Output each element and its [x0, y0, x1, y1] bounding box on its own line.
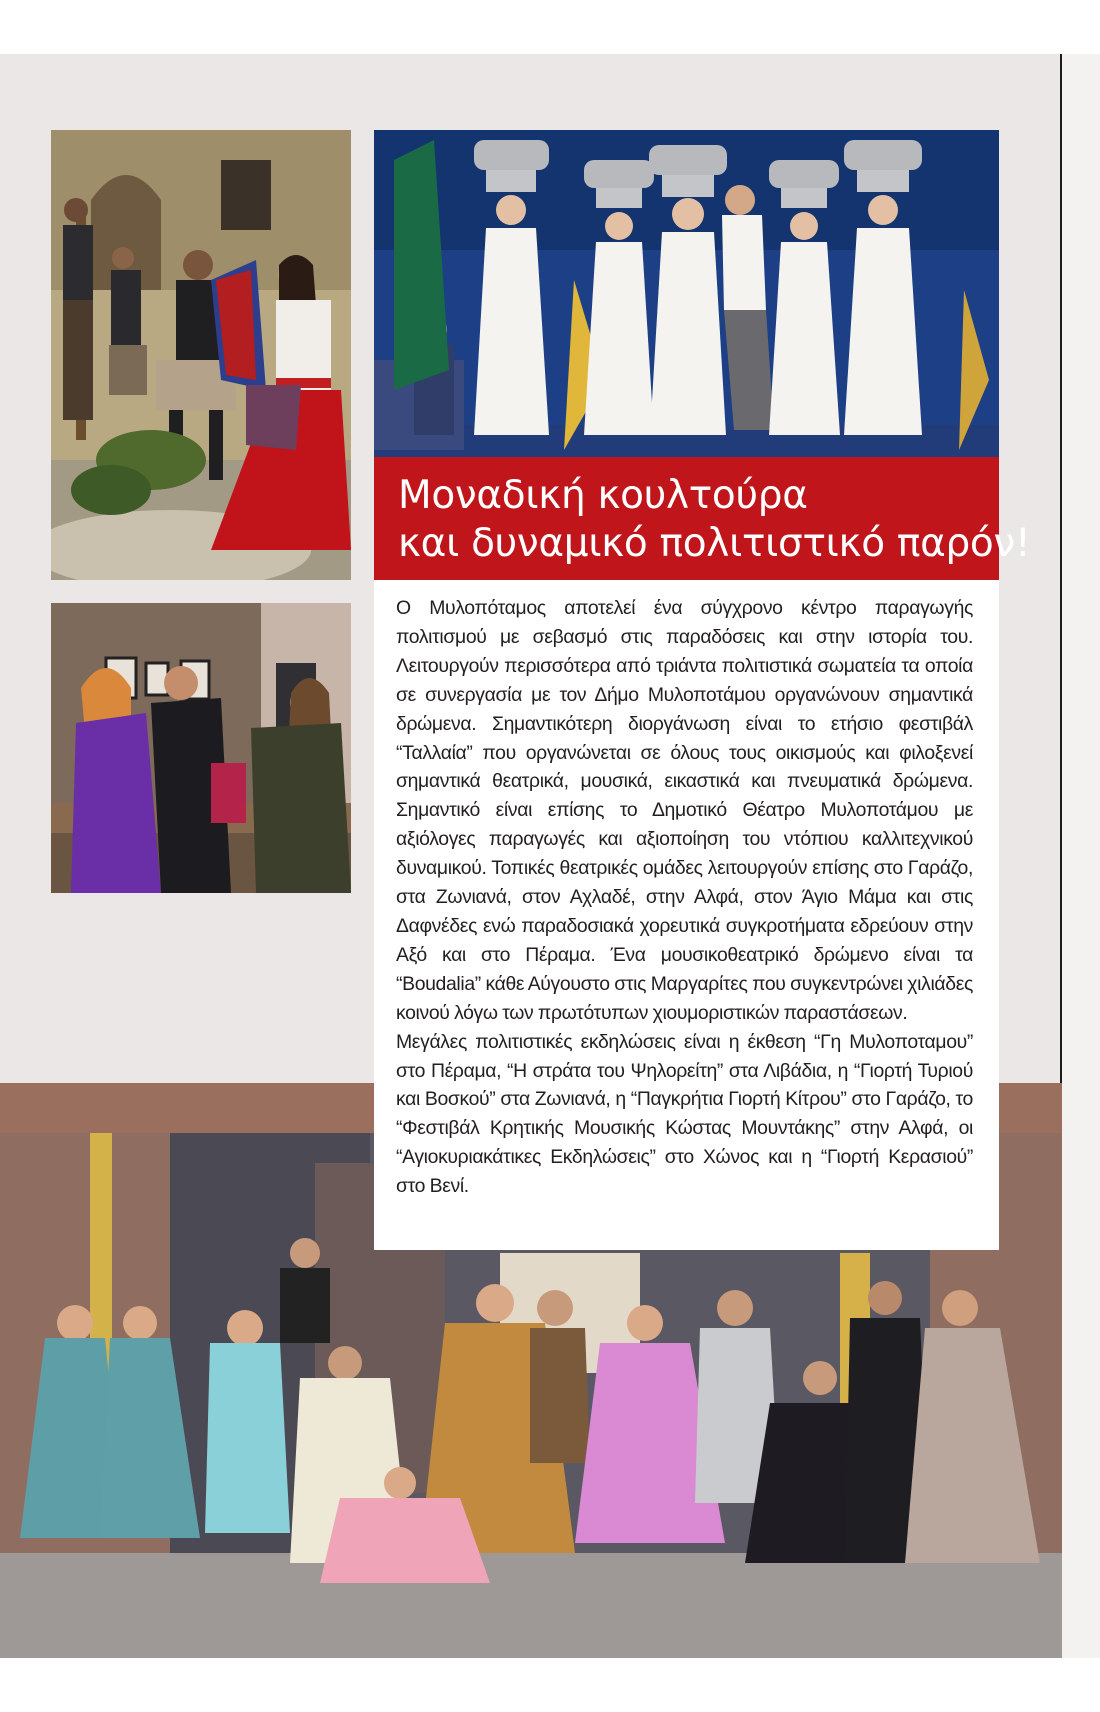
- photo-indoor-theatre-scene: [51, 603, 351, 893]
- photo-stage-caryatids: [374, 130, 999, 457]
- article-title-line-2: και δυναμικό πολιτιστικό παρόν!: [398, 521, 1031, 566]
- article-title-line-1: Μοναδική κουλτούρα: [398, 473, 808, 518]
- article-paragraph-1: Ο Μυλοπόταμος αποτελεί ένα σύγχρονο κέντρο παραγωγής πολιτισμού με σεβασμό στις παραδόσεις και στην ιστορία του. Λειτουργούν περισσότερα από τριάντα πολιτιστικά σωματεία τα οποία σε συνεργασία με τον Δήμο Μυλοποτάμου οργανώνουν σημαντικά δρώμενα. Σημαντικότερη διοργάνωση είναι το ετήσιο φεστιβάλ “Ταλλαία” που οργανώνεται σε όλους τους οικισμούς και φιλοξενεί σημαντικά θεατρικά, μουσικά, εικαστικά και πνευματικά δρώμενα. Σημαντικό είναι επίσης το Δημοτικό Θέατρο Μυλοποτάμου με αξιόλογες παραγωγές και αξιοποίηση του ντόπιου καλλιτεχνικού δυναμικού. Τοπικές θεατρικές ομάδες λειτουργούν επίσης στο Γαράζο, στα Ζωνιανά, στον Αχλαδέ, στην Αλφά, στον Άγιο Μάμα και στις Δαφνέδες ενώ παραδοσιακά χορευτικά συγκροτήματα εδρεύουν στην Αξό και στο Πέραμα. Ένα μουσικοθεατρικό δρώμενο είναι τα “Boudalia” κάθε Αύγουστο στις Μαργαρίτες που συγκεντρώνει χιλιάδες κοινού λόγω των πρωτότυπων χιουμοριστικών παραστάσεων.: [396, 597, 973, 1024]
- article-body: [374, 580, 999, 1250]
- article-title: [374, 457, 1031, 580]
- page-edge: [1062, 54, 1100, 1658]
- photo-village-costume-scene: [51, 130, 351, 580]
- article-paragraph-2: Μεγάλες πολιτιστικές εκδηλώσεις είναι η έκθεση “Γη Μυλοποταμου” στο Πέραμα, “Η στράτα του Ψηλορείτη” στα Λιβάδια, η “Γιορτή Τυριού και Βοσκού” στα Ζωνιανά, η “Παγκρήτια Γιορτή Κίτρου” στο Γαράζο, το “Φεστιβάλ Κρητικής Μουσικής Κώστας Μουντάκης” στην Αλφά, οι “Αγιοκυριακάτικες Εκδηλώσεις” στο Χώνος και η “Γιορτή Κερασιού” στο Βενί.: [396, 1030, 973, 1198]
